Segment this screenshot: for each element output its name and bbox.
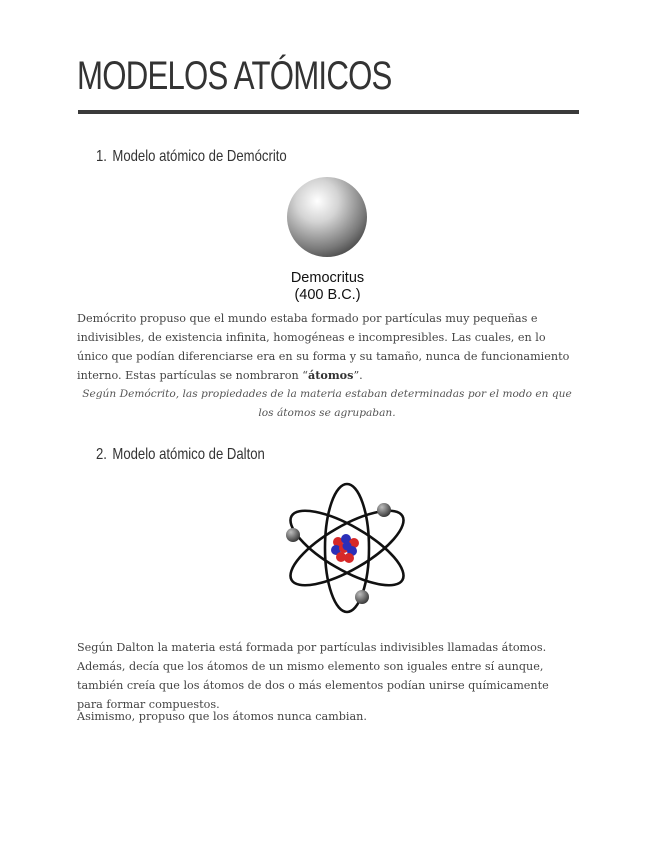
paragraph-text: Demócrito propuso que el mundo estaba formado por partículas muy pequeñas e indivisibles, de existencia infinita, homogéneas e incompresibles. Las cuales, en lo único que podían diferenciarse era en su forma y su tamaño, nunca de funcionamiento interno. Estas partículas se nombraron “ <box>77 312 570 382</box>
dalton-paragraph: Según Dalton la materia está formada por partículas indivisibles llamadas átomos. Además, decía que los átomos de un mismo elemento son iguales entre sí aunque, también creía que los átomos de dos o más elementos podían unirse químicamente para formar compuestos. <box>77 641 549 711</box>
bold-term-atomos: átomos <box>307 368 354 382</box>
section-heading-dalton <box>96 446 265 464</box>
figure-caption-name: Democritus <box>290 270 365 286</box>
dalton-atom-image <box>274 476 420 620</box>
section-heading-democritus <box>96 148 287 166</box>
section-number: 1. <box>96 148 107 165</box>
dalton-paragraph-second: Asimismo, propuso que los átomos nunca cambian. <box>77 710 367 723</box>
page-title: MODELOS ATÓMICOS <box>77 54 392 98</box>
electron <box>355 590 369 604</box>
paragraph-text-end: ”. <box>353 369 363 382</box>
electron <box>286 528 300 542</box>
nucleus <box>331 534 359 563</box>
section-number: 2. <box>96 446 107 463</box>
section-title: Modelo atómico de Demócrito <box>112 148 287 165</box>
figure-caption-date: (400 B.C.) <box>294 287 361 303</box>
democritus-quote: Según Demócrito, las propiedades de la materia estaban determinadas por el modo en que los átomos se agrupaban. <box>82 388 572 419</box>
democritus-paragraph <box>77 309 577 385</box>
electron <box>377 503 391 517</box>
title-underline <box>78 110 579 114</box>
section-title: Modelo atómico de Dalton <box>112 446 265 463</box>
atom-sphere <box>287 177 367 257</box>
